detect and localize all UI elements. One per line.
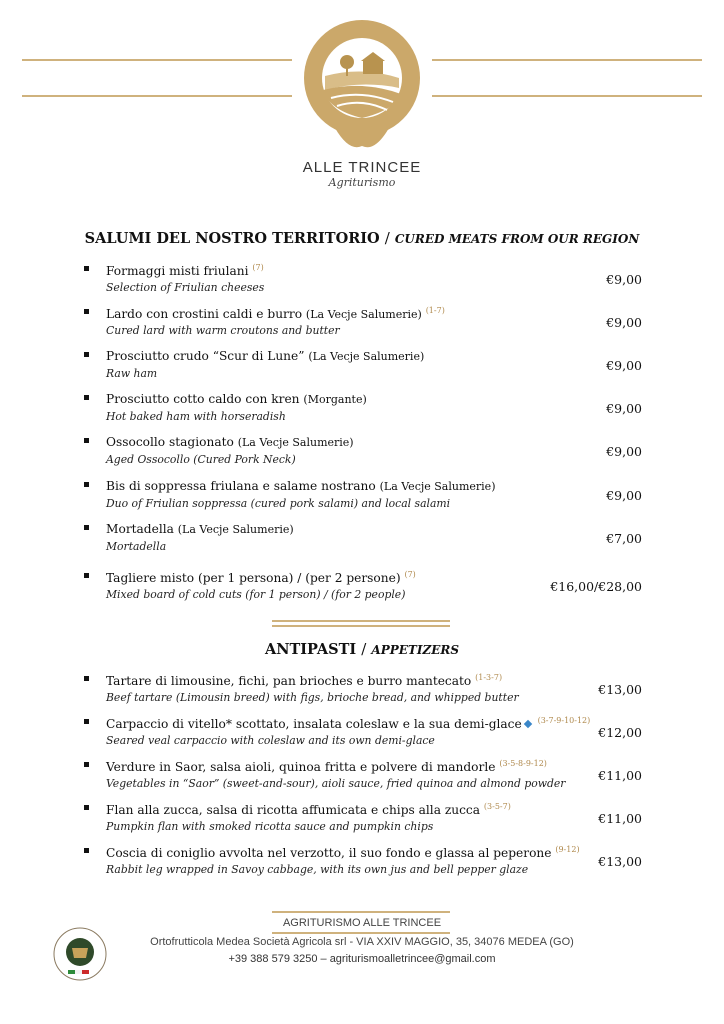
item-name: Coscia di coniglio avvolta nel verzotto, il suo fondo e glassa al peperone (106, 846, 552, 861)
item-description: Mixed board of cold cuts (for 1 person) / (for 2 people) (106, 588, 406, 601)
item-description: Raw ham (106, 367, 158, 380)
item-allergens: (3-5-7) (483, 802, 511, 811)
item-name: Tagliere misto (per 1 persona) / (per 2 persone) (106, 571, 401, 586)
item-name-line (106, 522, 294, 536)
section-title-en: CURED MEATS FROM OUR REGION (394, 232, 640, 246)
section-title-separator: / (361, 640, 367, 658)
item-name-line (106, 716, 590, 731)
menu-item (84, 263, 644, 299)
bullet-icon (84, 395, 89, 400)
footer-divider-top (272, 911, 450, 913)
item-name-line (106, 435, 354, 449)
menu-item (84, 435, 644, 471)
item-price: €9,00 (606, 358, 642, 373)
item-description: Seared veal carpaccio with coleslaw and its own demi-glace (106, 734, 435, 747)
item-name-line (106, 392, 367, 406)
footer-divider-bottom (272, 932, 450, 934)
bullet-icon (84, 309, 89, 314)
item-description: Mortadella (106, 540, 167, 553)
item-description: Hot baked ham with horseradish (106, 410, 286, 423)
bullet-icon (84, 848, 89, 853)
header-line-left-bottom (22, 95, 292, 97)
io-sono-fvg-badge-icon (52, 926, 108, 982)
item-price: €13,00 (598, 854, 642, 869)
item-name: Mortadella (106, 522, 174, 536)
item-description: Beef tartare (Limousin breed) with figs, brioche bread, and whipped butter (106, 691, 519, 704)
item-producer: (La Vecje Salumerie) (177, 523, 294, 536)
item-name-line (106, 570, 416, 585)
item-description: Pumpkin flan with smoked ricotta sauce and pumpkin chips (106, 820, 434, 833)
item-price: €11,00 (598, 811, 642, 826)
item-description: Vegetables in “Saor” (sweet-and-sour), aioli sauce, fried quinoa and almond powder (106, 777, 566, 790)
diamond-icon (523, 720, 531, 728)
bullet-icon (84, 573, 89, 578)
menu-item (84, 522, 644, 558)
item-name: Verdure in Saor, salsa aioli, quinoa fritta e polvere di mandorle (106, 760, 496, 775)
menu-item (84, 306, 644, 342)
section-divider-bottom (272, 625, 450, 627)
item-name: Prosciutto cotto caldo con kren (106, 392, 300, 406)
item-price: €9,00 (606, 315, 642, 330)
menu-item (84, 716, 644, 752)
item-name: Carpaccio di vitello* scottato, insalata coleslaw e la sua demi-glace (106, 717, 522, 732)
menu-item (84, 759, 644, 795)
bullet-icon (84, 525, 89, 530)
item-price: €9,00 (606, 272, 642, 287)
agriturismo-logo-icon (295, 18, 429, 152)
item-name-line (106, 845, 580, 860)
item-producer: (La Vecje Salumerie) (308, 350, 425, 363)
item-producer: (Morgante) (303, 393, 367, 406)
item-price: €9,00 (606, 488, 642, 503)
menu-item (84, 673, 644, 709)
bullet-icon (84, 438, 89, 443)
section-title-salumi (0, 229, 724, 247)
section-title-it: SALUMI DEL NOSTRO TERRITORIO (84, 230, 380, 247)
menu-item (84, 845, 644, 881)
item-name: Lardo con crostini caldi e burro (106, 307, 303, 322)
item-allergens: (1-7) (425, 306, 445, 315)
section-title-antipasti (0, 640, 724, 658)
section-divider-top (272, 620, 450, 622)
item-description: Cured lard with warm croutons and butter (106, 324, 340, 337)
bullet-icon (84, 482, 89, 487)
bullet-icon (84, 805, 89, 810)
item-allergens: (7) (404, 570, 416, 579)
item-allergens: (7) (252, 263, 264, 272)
item-name: Flan alla zucca, salsa di ricotta affumicata e chips alla zucca (106, 803, 481, 818)
item-name-line (106, 263, 264, 278)
brand-subtitle: Agriturismo (328, 176, 396, 189)
bullet-icon (84, 676, 89, 681)
menu-item (84, 570, 644, 606)
item-price: €11,00 (598, 768, 642, 783)
bullet-icon (84, 762, 89, 767)
item-name: Tartare di limousine, fichi, pan brioches e burro mantecato (106, 674, 472, 689)
item-allergens: (1-3-7) (475, 673, 503, 682)
item-name-line (106, 673, 502, 688)
item-name: Bis di soppressa friulana e salame nostrano (106, 479, 376, 493)
item-allergens: (3-7-9-10-12) (537, 716, 591, 725)
section-title-en: APPETIZERS (371, 643, 459, 657)
header-line-left-top (22, 59, 292, 61)
menu-item (84, 392, 644, 428)
bullet-icon (84, 266, 89, 271)
item-price: €12,00 (598, 725, 642, 740)
header-line-right-top (432, 59, 702, 61)
item-producer: (La Vecje Salumerie) (305, 308, 422, 322)
item-price: €9,00 (606, 401, 642, 416)
item-name-line (106, 479, 495, 493)
item-price: €16,00/€28,00 (550, 579, 642, 594)
item-name-line (106, 349, 424, 363)
item-description: Duo of Friulian soppressa (cured pork salami) and local salami (106, 497, 451, 510)
footer-contact: +39 388 579 3250 – agriturismoalletrincee@gmail.com (228, 953, 496, 965)
brand-name: ALLE TRINCEE (302, 159, 422, 176)
menu-item (84, 802, 644, 838)
item-description: Rabbit leg wrapped in Savoy cabbage, with its own jus and bell pepper glaze (106, 863, 529, 876)
footer-title: AGRITURISMO ALLE TRINCEE (282, 917, 442, 929)
item-price: €9,00 (606, 444, 642, 459)
section-title-it: ANTIPASTI (264, 641, 357, 658)
item-name-line (106, 759, 547, 774)
item-producer: (La Vecje Salumerie) (237, 436, 354, 449)
item-name-line (106, 802, 511, 817)
item-name: Prosciutto crudo “Scur di Lune” (106, 349, 305, 363)
item-description: Selection of Friulian cheeses (106, 281, 265, 294)
menu-item (84, 349, 644, 385)
menu-item (84, 479, 644, 515)
item-producer: (La Vecje Salumerie) (379, 480, 496, 493)
item-name-line (106, 306, 445, 321)
footer-company: Ortofrutticola Medea Società Agricola srl - VIA XXIV MAGGIO, 35, 34076 MEDEA (GO) (150, 936, 574, 948)
item-price: €13,00 (598, 682, 642, 697)
item-name: Ossocollo stagionato (106, 435, 234, 449)
section-title-separator: / (384, 229, 390, 247)
header-line-right-bottom (432, 95, 702, 97)
item-allergens: (9-12) (555, 845, 580, 854)
item-price: €7,00 (606, 531, 642, 546)
item-allergens: (3-5-8-9-12) (499, 759, 547, 768)
bullet-icon (84, 719, 89, 724)
item-name: Formaggi misti friulani (106, 264, 249, 279)
item-description: Aged Ossocollo (Cured Pork Neck) (106, 453, 296, 466)
bullet-icon (84, 352, 89, 357)
